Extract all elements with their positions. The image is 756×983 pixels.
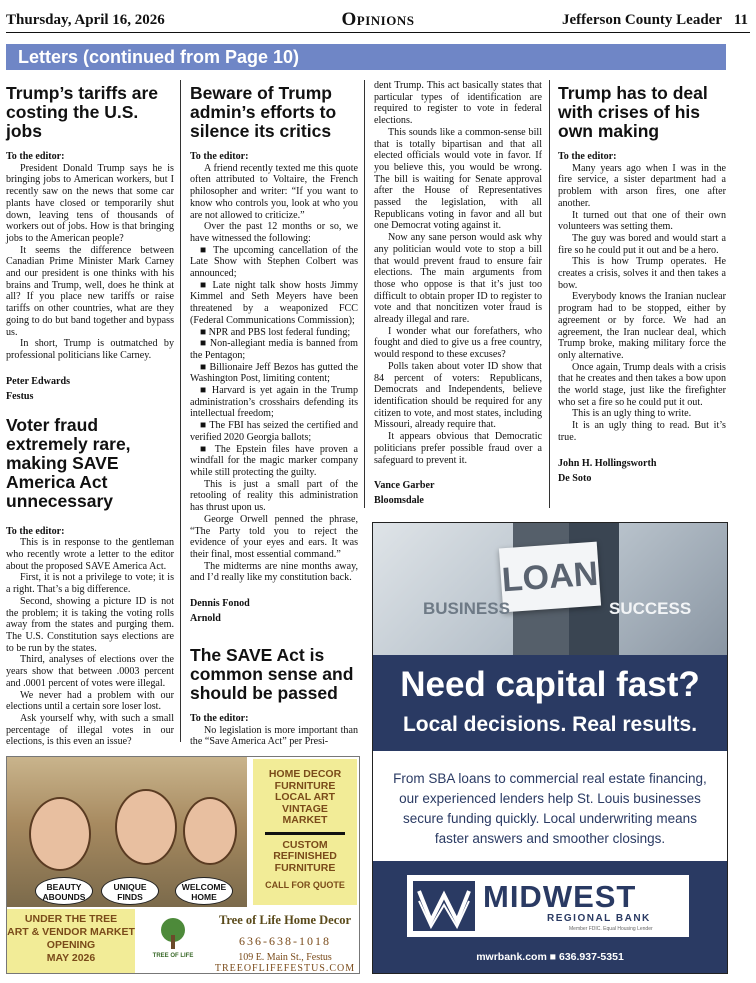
letter-headline: Voter fraud extremely rare, making SAVE America Act unnecessary (6, 414, 131, 511)
bank-ad (372, 522, 728, 974)
column-divider (180, 80, 181, 742)
author-name: Vance Garber (374, 480, 435, 492)
bullet-item: ■ Late night talk show hosts Jimmy Kimmel and Seth Meyers have been threatened by a weaponized FCC (Federal Communications Commission); (190, 279, 358, 326)
paragraph: The midterms are nine months away, and I’d really like my constitution back. (190, 560, 358, 584)
call-for-quote: CALL FOR QUOTE (265, 880, 345, 890)
letter-headline: Trump has to deal with crises of his own making (558, 83, 708, 141)
paragraph: Third, analyses of elections over the years show that between .0003 percent and .0001 percent of votes were illegal. (6, 654, 174, 689)
bank-headline: Need capital fast? (400, 665, 700, 704)
newspaper-name: Jefferson County Leader (562, 12, 722, 28)
letters-banner: Letters (continued from Page 10) (6, 44, 726, 70)
market-line: ART & VENDOR MARKET (7, 926, 135, 938)
paragraph: This is just a small part of the retooling of reality this administration has thrust upon us. (190, 478, 358, 514)
author-town: De Soto (558, 472, 592, 484)
tree-icon (153, 917, 193, 951)
masthead (6, 8, 750, 33)
bank-logo-band (373, 861, 727, 973)
bank-ad-headline-band (373, 655, 727, 751)
paragraph: It turned out that one of their own volunteers was setting them. (558, 209, 726, 233)
paragraph: We never had a problem with our elections until a certain sore loser lost. (6, 689, 174, 713)
author-town: Festus (6, 390, 34, 402)
bullet-item: ■ Non-allegiant media is banned from the Pentagon; (190, 338, 358, 361)
market-announcement (7, 909, 135, 973)
paragraph: Many years ago when I was in the fire service, a sister department had a problem with arson fires, one after another. (558, 162, 726, 209)
salutation: To the editor: (190, 713, 249, 725)
person-photo (115, 789, 177, 865)
paragraph: Polls taken about voter ID show that 84 percent of voters: Republicans, Democrats and Independents, believe identification should be required for any citizen to vote, and most states, including Missouri, already require that. (374, 360, 542, 431)
paragraph: This is how Trump operates. He creates a crisis, solves it and then takes a bow. (558, 256, 726, 291)
person-photo (183, 797, 237, 865)
salutation: To the editor: (6, 151, 65, 162)
bank-name-sub: REGIONAL BANK (547, 913, 651, 924)
store-address: 109 E. Main St., Festus (238, 952, 332, 963)
paragraph: Ask yourself why, with such a small percentage of illegal votes in our elections, is this even an issue? (6, 712, 174, 748)
bank-website: mwrbank.com (476, 951, 547, 963)
column-1 (6, 80, 174, 790)
paragraph: First, it is not a privilege to vote; it is a right. That’s a big difference. (6, 572, 174, 596)
bank-phone: 636.937-5351 (558, 951, 624, 963)
section-title: Opinions (341, 9, 415, 30)
salutation: To the editor: (558, 151, 617, 162)
store-website: TREEOFLIFEFESTUS.COM (214, 963, 356, 974)
paragraph: Over the past 12 months or so, we have witnessed the following: (190, 221, 358, 244)
service-item: HOME DECOR (268, 768, 342, 780)
column-divider (549, 80, 550, 508)
paragraph: Now any sane person would ask why any politician would vote to stop a bill that would prevent fraud to ensure fair elections. The main arguments from those who oppose is that it’s just too difficult to obtain proper ID to register to vote and that noncitizen voter fraud is already illegal and rare. (374, 232, 542, 326)
bank-logo (407, 875, 689, 937)
bank-body-copy: From SBA loans to commercial real estate financing, our experienced lenders help St. Louis businesses secure funding quickly. Local underwriting means faster answers and smoother closings. (373, 751, 727, 861)
success-sign: SUCCESS (609, 599, 692, 618)
bullet-item: ■ The FBI has seized the certified and verified 2020 Georgia ballots; (190, 420, 358, 443)
author-name: Dennis Fonod (190, 598, 250, 610)
photo-caption-bubble: WELCOME HOME (175, 877, 233, 905)
paragraph: dent Trump. This act basically states that particular types of identification are required to register to vote in federal elections. (374, 80, 542, 127)
letter-headline: Trump’s tariffs are costing the U.S. jobs (6, 83, 159, 141)
service-item: FURNITURE (274, 779, 336, 792)
service-item: FURNITURE (274, 861, 336, 874)
paragraph: It seems the difference between Canadian Prime Minister Mark Carney and our president is one thinks with his brains and Trump, well, does he think at all? If you place new tariffs or raise tariffs on other countries, what are they going to do but band together and bypass us. (6, 244, 174, 338)
author-town: Bloomsdale (374, 495, 424, 507)
column-2 (190, 80, 358, 748)
service-item: VINTAGE (282, 802, 328, 815)
service-item: REFINISHED (273, 850, 337, 862)
bullet-item: ■ Billionaire Jeff Bezos has gutted the Washington Post, limiting content; (190, 361, 358, 385)
salutation: To the editor: (6, 525, 65, 537)
bank-subhead: Local decisions. Real results. (402, 713, 698, 736)
bullet-dot: ■ (549, 951, 559, 963)
paragraph: President Donald Trump says he is bringing jobs to American workers, but I recently saw on the news that some car plants have closed or temporarily shut down, leaving tens of thousands of workers out of jobs. How is that bringing jobs to the American people? (6, 162, 174, 244)
store-contact (211, 909, 359, 973)
store-photo (7, 757, 247, 907)
market-line: OPENING (46, 939, 96, 951)
letter-headline: The SAVE Act is common sense and should be passed (190, 645, 354, 704)
column-divider (364, 80, 365, 508)
paragraph: This is an ugly thing to write. (572, 408, 692, 420)
letter-headline: Beware of Trump admin’s efforts to silence its critics (190, 83, 337, 141)
issue-date: Thursday, April 16, 2026 (6, 12, 165, 28)
loan-sign: LOAN (499, 542, 601, 613)
store-phone: 636-638-1018 (239, 934, 331, 948)
service-item: MARKET (282, 814, 328, 826)
bullet-item: ■ The Epstein files have proven a windfall for the magic marker company while still protecting the guilty. (190, 443, 358, 478)
services-list (253, 759, 357, 905)
page-number: 11 (733, 12, 748, 28)
market-line: UNDER THE TREE (24, 913, 118, 925)
paragraph: A friend recently texted me this quote often attributed to Voltaire, the French philosopher and writer: “If you want to know who controls you, look at who you are not allowed to criticize.” (190, 162, 358, 221)
paragraph: I wonder what our forefathers, who fought and died to give us a free country, would respond to these excuses? (374, 325, 542, 361)
column-4 (558, 80, 726, 486)
paragraph: Second, showing a picture ID is not the problem; it is taking the voting rolls away from the states and purging them. The U.S. Constitution says elections are to be run by the states. (6, 595, 174, 654)
author-town: Arnold (190, 613, 221, 625)
bank-ad-photo (373, 523, 727, 655)
bullet-item: ■ The upcoming cancellation of the Late Show with Stephen Colbert was announced; (190, 244, 358, 280)
column-3 (374, 80, 542, 508)
photo-caption-bubble: BEAUTY ABOUNDS (35, 877, 93, 905)
bullet-item: ■ NPR and PBS lost federal funding; (200, 326, 351, 338)
paragraph: No legislation is more important than the “Save America Act” per Presi- (190, 724, 358, 748)
author-name: Peter Edwards (6, 375, 71, 387)
author-name: John H. Hollingsworth (558, 457, 657, 469)
service-item: LOCAL ART (274, 791, 336, 803)
bank-fine-print: Member FDIC. Equal Housing Lender (569, 926, 653, 932)
bank-contact (373, 951, 727, 963)
service-item: CUSTOM (282, 838, 328, 851)
tree-of-life-ad (6, 756, 360, 974)
photo-caption-bubble: UNIQUE FINDS (101, 877, 159, 905)
paragraph: This sounds like a common-sense bill that is totally bipartisan and that all elected officials would vote in favor. If you believe this, you would be wrong. The bill is waiting for Senate approval after the House of Representatives passed the legislation, with all Republicans voting in favor and all but one Democrat voting against it. (374, 126, 542, 232)
salutation: To the editor: (190, 151, 249, 162)
paragraph: This is in response to the gentleman who recently wrote a letter to the editor about the proposed SAVE America Act. (6, 537, 174, 572)
paragraph: The guy was bored and would start a fire so he could put it out and be a hero. (558, 232, 726, 256)
paragraph: It is an ugly thing to read. But it’s true. (558, 420, 726, 443)
paragraph: In short, Trump is outmatched by professional politicians like Carney. (6, 338, 174, 361)
store-name: Tree of Life Home Decor (218, 913, 352, 927)
logo-name: TREE OF LIFE (152, 953, 194, 959)
paragraph: Once again, Trump deals with a crisis that he creates and then takes a bow upon the world stage, just like the firefighter who set a fire so he could put it out. (558, 361, 726, 408)
paragraph: George Orwell penned the phrase, “The Party told you to reject the evidence of your eyes and ears. It was their final, most essential command.” (190, 513, 358, 560)
bank-name: MIDWEST (483, 879, 637, 914)
bullet-item: ■ Harvard is yet again in the Trump administration’s crosshairs defending its intellectual freedom; (190, 385, 358, 420)
paragraph: Everybody knows the Iranian nuclear program had to be stopped, either by agreement or by force. We had an agreement, the Iran nuclear deal, which Trump broke, making military force the only alternative. (558, 291, 726, 361)
business-sign: BUSINESS (423, 599, 510, 618)
person-photo (29, 797, 91, 871)
midwest-logo-icon (413, 881, 475, 931)
paragraph: It appears obvious that Democratic politicians prefer possible fraud over a safeguard to prevent it. (374, 431, 542, 466)
tree-logo (141, 917, 205, 971)
market-line: MAY 2026 (46, 952, 96, 964)
